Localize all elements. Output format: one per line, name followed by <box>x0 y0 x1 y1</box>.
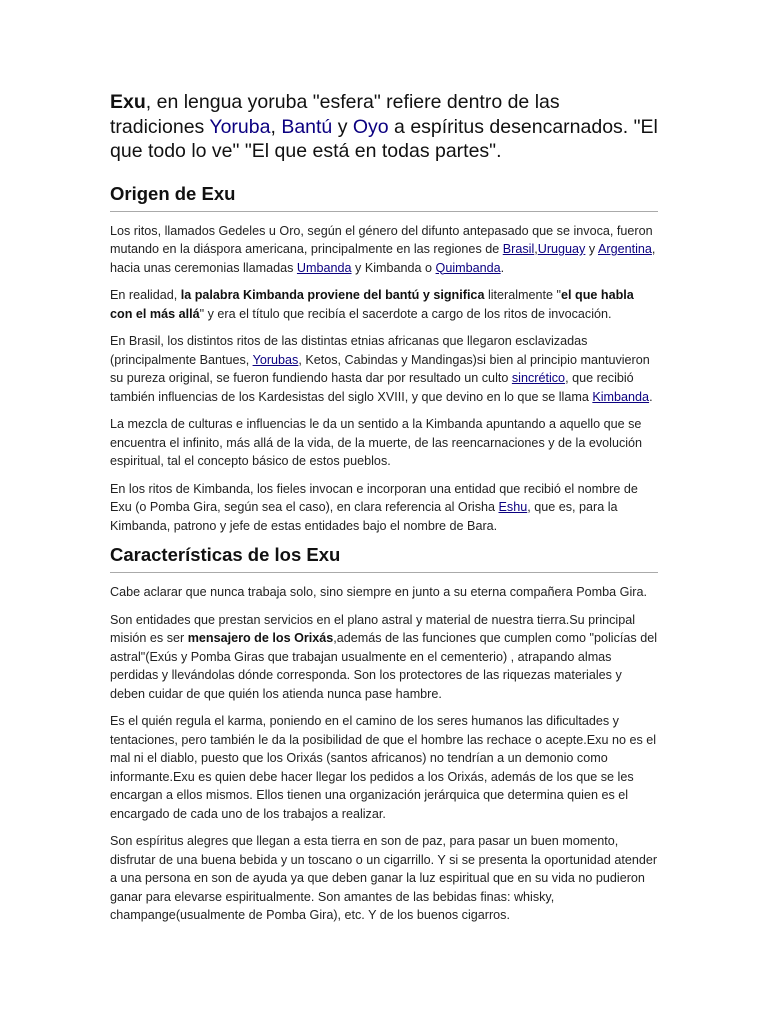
text: ,además de las funciones que cumplen como "policías del astral"(Exús y Pomba Giras que trabajan usualmente en el cementerio) , atrapando almas perdidas y llevándolas dónde corresponda. Son los protectores de las riquezas materiales y deben cuidar de que quién los atienda nunca pase hambre. <box>110 631 657 701</box>
bold-text: el que habla con el más allá <box>110 288 634 321</box>
text: , <box>534 242 538 256</box>
intro-sep: , <box>270 115 282 138</box>
paragraph: Cabe aclarar que nunca trabaja solo, sino siempre en junto a su eterna compañera Pomba Gira. <box>110 585 647 599</box>
text: , que recibió también influencias de los Kardesistas del siglo XVIII, y que devino en lo que se llama <box>110 371 634 404</box>
text: . <box>500 260 505 275</box>
link-eshu[interactable]: Eshu <box>498 500 528 514</box>
text: , hacia unas ceremonias llamadas <box>110 242 656 275</box>
text: En realidad, <box>110 288 181 302</box>
link-uruguay[interactable]: Uruguay <box>537 242 586 256</box>
intro-sep: y <box>332 115 353 138</box>
section-heading-caracteristicas: Características de los Exu <box>110 544 658 573</box>
bold-text: mensajero de los Orixás <box>187 631 334 645</box>
link-argentina[interactable]: Argentina <box>597 242 652 256</box>
link-umbanda[interactable]: Umbanda <box>296 260 352 275</box>
paragraph <box>110 222 658 278</box>
text: , que es, para la Kimbanda, patrono y jefe de estas entidades bajo el nombre de Bara. <box>110 500 618 533</box>
text: En los ritos de Kimbanda, los fieles invocan e incorporan una entidad que recibió el nombre de Exu (o Pomba Gira, según sea el caso), en clara referencia al Orisha <box>110 481 638 514</box>
paragraph <box>110 286 658 323</box>
link-sincretico[interactable]: sincrético <box>511 371 566 385</box>
link-quimbanda[interactable]: Quimbanda <box>435 260 501 275</box>
intro-text: , en lengua yoruba "esfera" refiere dentro de las tradiciones <box>110 91 560 138</box>
paragraph <box>110 332 658 406</box>
link-yoruba[interactable]: Yoruba <box>209 115 271 138</box>
paragraph: Son espíritus alegres que llegan a esta tierra en son de paz, para pasar un buen momento, disfrutar de una buena bebida y un toscano o un cigarrillo. Y si se presenta la oportunidad atender a una persona en son de ayuda ya que deben ganar la luz espiritual que en su vida no pudieron ganar para elevarse espiritualmente. Son amantes de las bebidas finas: whisky, champange(usualmente de Pomba Gira), etc. Y de los buenos cigarros. <box>110 834 658 922</box>
intro-text: a espíritus desencarnados. "El que todo lo ve" "El que está en todas partes". <box>110 115 658 162</box>
link-brasil[interactable]: Brasil <box>502 242 535 256</box>
link-oyo[interactable]: Oyo <box>352 115 389 138</box>
text: En Brasil, los distintos ritos de las distintas etnias africanas que llegaron esclavizadas (principalmente Bantues, <box>110 334 588 367</box>
link-kimbanda[interactable]: Kimbanda <box>592 389 650 404</box>
intro-term: Exu <box>110 91 146 113</box>
text: , Ketos, Cabindas y Mandingas)si bien al principio mantuvieron su pureza original, se fueron fundiendo hasta dar por resultado un culto <box>110 352 650 385</box>
link-yorubas[interactable]: Yorubas <box>252 352 299 367</box>
text: . <box>649 389 653 404</box>
text: y <box>585 242 598 256</box>
bold-text: la palabra Kimbanda proviene del bantú y significa <box>180 288 485 302</box>
link-bantu[interactable]: Bantú <box>281 115 333 138</box>
text: y Kimbanda o <box>351 260 436 275</box>
intro-paragraph <box>110 90 658 164</box>
text: literalmente " <box>484 288 562 302</box>
text: Los ritos, llamados Gedeles u Oro, según el género del difunto antepasado que se invoca, fueron mutando en la diáspora americana, principalmente en las regiones de <box>110 223 653 256</box>
text: Son entidades que prestan servicios en el plano astral y material de nuestra tierra.Su principal misión es ser <box>110 612 636 645</box>
paragraph <box>110 611 658 704</box>
paragraph: Es el quién regula el karma, poniendo en el camino de los seres humanos las dificultades y tentaciones, pero también le da la posibilidad de que el hombre las rechace o acepte.Exu no es el mal ni el diablo, puesto que los Orixás (santos africanos) no tendrían a un demonio como informante.Exu es quien debe hacer llegar los pedidos a los Orixás, además de los que se les encargan a ellos mismos. Ellos tienen una organización jerárquica que determina quien es el encargado de cada uno de los trabajos a realizar. <box>110 714 657 821</box>
paragraph: La mezcla de culturas e influencias le da un sentido a la Kimbanda apuntando a aquello que se encuentra el infinito, más allá de la vida, de la muerte, de las reencarnaciones y de la evolución espiritual, tal el concepto básico de estos pueblos. <box>110 417 643 468</box>
paragraph <box>110 480 658 536</box>
document-page <box>110 90 658 934</box>
text: " y era el título que recibía el sacerdote a cargo de los ritos de invocación. <box>199 306 612 321</box>
section-heading-origen: Origen de Exu <box>110 183 658 212</box>
